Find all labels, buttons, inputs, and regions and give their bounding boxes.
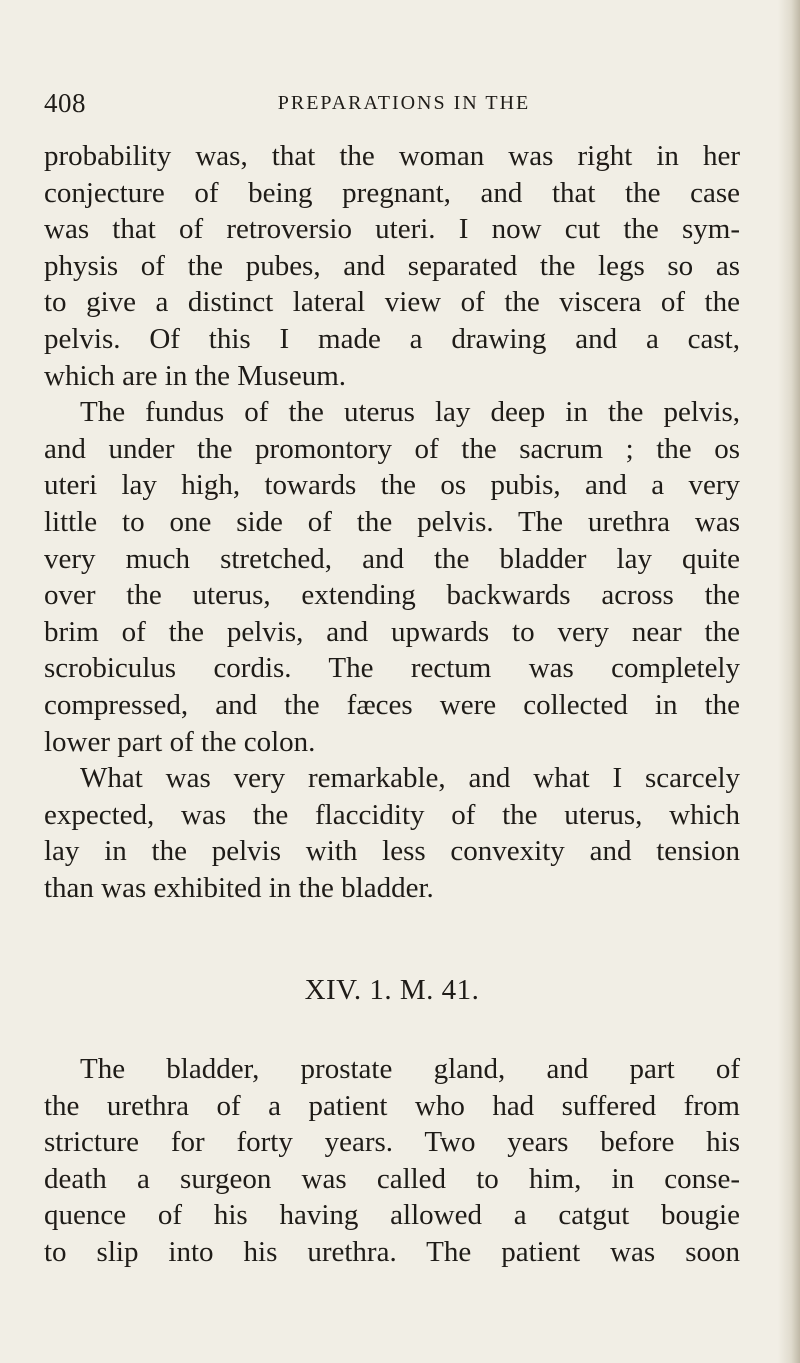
text-line: pelvis. Of this I made a drawing and a cast, <box>44 322 740 355</box>
body-text <box>44 138 740 1271</box>
text-line: death a surgeon was called to him, in conse- <box>44 1162 740 1195</box>
text-line: What was very remarkable, and what I scarcely <box>80 762 740 795</box>
text-line: very much stretched, and the bladder lay quite <box>44 542 740 575</box>
text-line: scrobiculus cordis. The rectum was completely <box>44 652 740 685</box>
text-line: conjecture of being pregnant, and that the case <box>44 176 740 209</box>
page-number: 408 <box>44 88 86 118</box>
text-line: lay in the pelvis with less convexity and tension <box>44 835 740 868</box>
paragraph <box>44 138 740 394</box>
paragraph <box>44 760 740 906</box>
text-line: The bladder, prostate gland, and part of <box>80 1053 740 1086</box>
page-edge-shadow <box>778 0 800 1363</box>
text-line: than was exhibited in the bladder. <box>44 871 434 904</box>
text-line: quence of his having allowed a catgut bougie <box>44 1199 740 1232</box>
paragraph <box>44 1051 740 1271</box>
text-line: probability was, that the woman was right in her <box>44 140 740 172</box>
text-line: stricture for forty years. Two years before his <box>44 1126 740 1159</box>
page-header <box>44 88 764 128</box>
text-line: over the uterus, extending backwards across the <box>44 579 740 612</box>
text-line: The fundus of the uterus lay deep in the pelvis, <box>80 396 740 429</box>
text-line: lower part of the colon. <box>44 725 316 758</box>
section-heading: XIV. 1. M. 41. <box>304 974 480 1007</box>
text-line: to slip into his urethra. The patient was soon <box>44 1236 740 1269</box>
text-line: and under the promontory of the sacrum ; the os <box>44 432 740 465</box>
text-line: was that of retroversio uteri. I now cut the sym- <box>44 213 740 246</box>
running-head: PREPARATIONS IN THE <box>277 92 531 114</box>
paragraph <box>44 394 740 760</box>
text-line: expected, was the flaccidity of the uterus, which <box>44 798 740 831</box>
text-line: which are in the Museum. <box>44 359 347 392</box>
text-line: compressed, and the fæces were collected in the <box>44 688 740 721</box>
text-line: to give a distinct lateral view of the viscera of the <box>44 286 740 319</box>
text-line: the urethra of a patient who had suffered from <box>44 1089 740 1122</box>
text-line: physis of the pubes, and separated the legs so as <box>44 249 740 282</box>
text-line: brim of the pelvis, and upwards to very near the <box>44 615 740 648</box>
text-line: little to one side of the pelvis. The urethra was <box>44 505 740 538</box>
text-line: uteri lay high, towards the os pubis, and a very <box>44 469 740 502</box>
